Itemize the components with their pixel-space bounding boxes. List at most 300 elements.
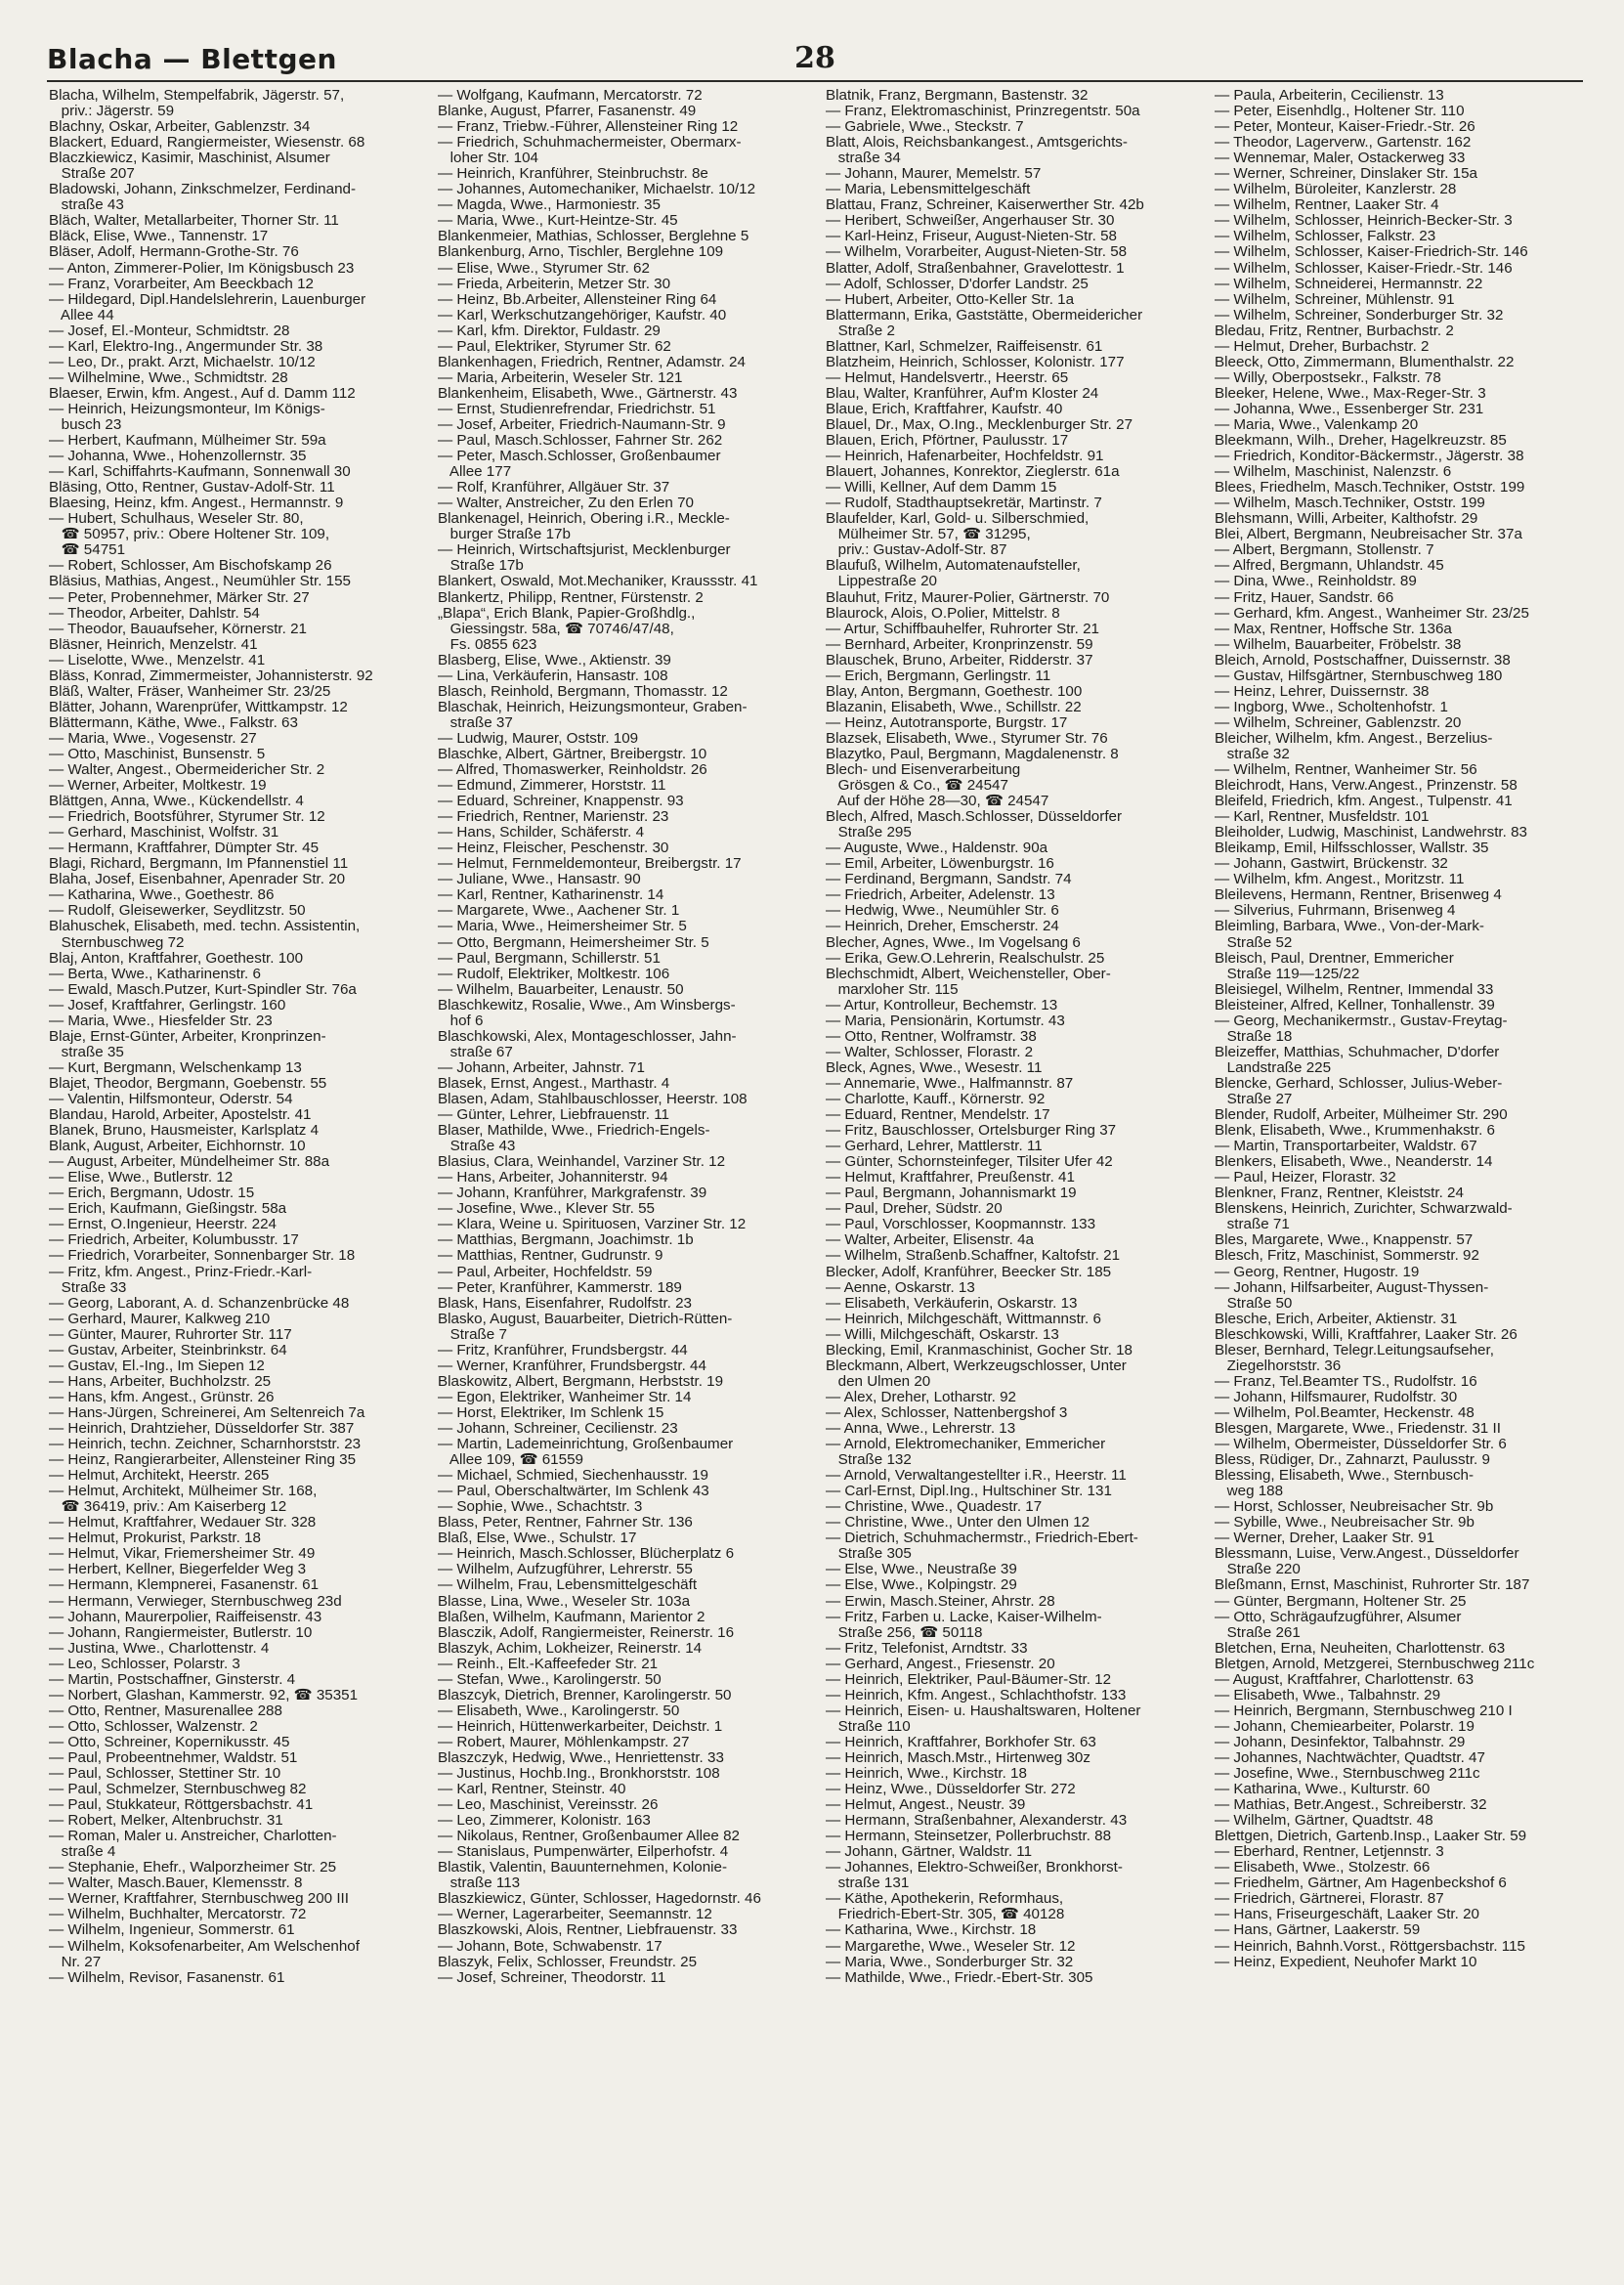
directory-line: Blaufuß, Wilhelm, Automatenaufsteller, — [826, 557, 1081, 575]
directory-line: Bleifeld, Friedrich, kfm. Angest., Tulpenstr. 41 — [1215, 793, 1513, 810]
directory-line: Straße 110 — [826, 1717, 911, 1735]
directory-line: — Heinrich, Bergmann, Sternbuschweg 210 I — [1215, 1702, 1513, 1719]
directory-line: Blaszyk, Achim, Lokheizer, Reinerstr. 14 — [438, 1639, 703, 1657]
directory-line: — Karl, Rentner, Steinstr. 40 — [438, 1781, 626, 1798]
directory-line: Blaufelder, Karl, Gold- u. Silberschmied, — [826, 510, 1090, 528]
directory-line: Bleisteiner, Alfred, Kellner, Tonhallenstr. 39 — [1215, 996, 1495, 1013]
directory-line: — Frieda, Arbeiterin, Metzer Str. 30 — [438, 275, 671, 292]
directory-line: Blauhut, Fritz, Maurer-Polier, Gärtnerstr. 70 — [826, 588, 1110, 606]
directory-line: — Rudolf, Stadthauptsekretär, Martinstr. 7 — [826, 495, 1102, 512]
directory-line: — Annemarie, Wwe., Halfmannstr. 87 — [826, 1074, 1074, 1092]
directory-line: — Klara, Weine u. Spirituosen, Varziner Str. 12 — [438, 1216, 747, 1233]
directory-line: — Johann, Hilfsarbeiter, August-Thyssen- — [1215, 1278, 1489, 1296]
directory-line: Blaßen, Wilhelm, Kaufmann, Marientor 2 — [438, 1608, 705, 1625]
directory-line: — Johanna, Wwe., Essenberger Str. 231 — [1215, 400, 1484, 417]
directory-line: Blatnik, Franz, Bergmann, Bastenstr. 32 — [826, 88, 1089, 104]
directory-line: — Paul, Dreher, Südstr. 20 — [826, 1200, 1003, 1218]
directory-line: Blaschkewitz, Rosalie, Wwe., Am Winsbergs- — [438, 996, 736, 1013]
directory-line: — Martin, Postschaffner, Ginsterstr. 4 — [49, 1670, 296, 1688]
directory-line: Blaszkiewicz, Günter, Schlosser, Hagedornstr. 46 — [438, 1890, 761, 1908]
directory-line: — Arnold, Verwaltangestellter i.R., Heerstr. 11 — [826, 1467, 1127, 1485]
directory-line: — Georg, Mechanikermstr., Gustav-Freytag- — [1215, 1012, 1508, 1029]
directory-line: — Wilhelm, Masch.Techniker, Oststr. 199 — [1215, 495, 1485, 512]
directory-line: — Ernst, Studienrefrendar, Friedrichstr. 51 — [438, 400, 716, 417]
directory-line: — Robert, Melker, Altenbruchstr. 31 — [49, 1812, 283, 1830]
directory-line: — Matthias, Rentner, Gudrunstr. 9 — [438, 1247, 663, 1265]
directory-line: Blaszcyk, Dietrich, Brenner, Karolingerstr. 50 — [438, 1686, 732, 1703]
directory-line: — Hildegard, Dipl.Handelslehrerin, Lauenburger — [49, 290, 366, 308]
directory-line: — Heinrich, Kranführer, Steinbruchstr. 8e — [438, 165, 708, 183]
directory-line: — Günter, Bergmann, Holtener Str. 25 — [1215, 1592, 1467, 1610]
directory-line: Straße 18 — [1215, 1027, 1293, 1045]
directory-line: — Maria, Arbeiterin, Weseler Str. 121 — [438, 368, 683, 386]
directory-line: Blattermann, Erika, Gaststätte, Obermeidericher — [826, 306, 1143, 323]
directory-line: Blanek, Bruno, Hausmeister, Karlsplatz 4 — [49, 1122, 320, 1140]
directory-line: — Hermann, Klempnerei, Fasanenstr. 61 — [49, 1576, 320, 1594]
directory-line: — Fritz, Telefonist, Arndtstr. 33 — [826, 1639, 1028, 1657]
directory-line: — Johann, Maurer, Memelstr. 57 — [826, 165, 1042, 183]
directory-line: — Hans, Friseurgeschäft, Laaker Str. 20 — [1215, 1906, 1479, 1923]
directory-line: — Valentin, Hilfsmonteur, Oderstr. 54 — [49, 1091, 293, 1107]
directory-line: Bletgen, Arnold, Metzgerei, Sternbuschweg 211c — [1215, 1655, 1535, 1672]
directory-line: Blenkers, Elisabeth, Wwe., Neanderstr. 14 — [1215, 1153, 1493, 1171]
directory-line: — Paula, Arbeiterin, Cecilienstr. 13 — [1215, 88, 1444, 104]
directory-line: — Heinz, Bb.Arbeiter, Allensteiner Ring 64 — [438, 290, 717, 308]
directory-line: — Heinrich, Elektriker, Paul-Bäumer-Str. 12 — [826, 1670, 1112, 1688]
directory-line: — Sophie, Wwe., Schachtstr. 3 — [438, 1498, 643, 1516]
directory-line: — Wilhelm, Schlosser, Kaiser-Friedr.-Str. 146 — [1215, 259, 1513, 277]
directory-line: — Erika, Gew.O.Lehrerin, Realschulstr. 25 — [826, 949, 1105, 967]
directory-line: — Johann, Rangiermeister, Butlerstr. 10 — [49, 1623, 313, 1641]
directory-line: — Helmut, Fernmeldemonteur, Breibergstr. 17 — [438, 855, 742, 873]
directory-line: priv.: Gustav-Adolf-Str. 87 — [826, 541, 1007, 559]
directory-line: — Heinrich, Kfm. Angest., Schlachthofstr. 133 — [826, 1686, 1127, 1703]
directory-line: — Josefine, Wwe., Sternbuschweg 211c — [1215, 1765, 1480, 1783]
directory-line: Blank, August, Arbeiter, Eichhornstr. 10 — [49, 1138, 306, 1155]
directory-line: — Willi, Kellner, Auf dem Damm 15 — [826, 479, 1057, 496]
directory-line: Blandau, Harold, Arbeiter, Apostelstr. 41 — [49, 1106, 312, 1124]
directory-line: ☎ 36419, priv.: Am Kaiserberg 12 — [49, 1498, 287, 1516]
directory-line: Blaszczyk, Hedwig, Wwe., Henriettenstr. 33 — [438, 1748, 724, 1766]
directory-line: — Johann, Maurerpolier, Raiffeisenstr. 43 — [49, 1608, 322, 1625]
directory-line: Blazsek, Elisabeth, Wwe., Styrumer Str. 76 — [826, 729, 1108, 747]
directory-line: — Werner, Kranführer, Frundsbergstr. 44 — [438, 1357, 706, 1374]
directory-line: — Elisabeth, Wwe., Talbahnstr. 29 — [1215, 1686, 1441, 1703]
directory-line: Blesch, Fritz, Maschinist, Sommerstr. 92 — [1215, 1247, 1479, 1265]
directory-line: Blenkner, Franz, Rentner, Kleiststr. 24 — [1215, 1185, 1464, 1202]
directory-line: Blankenheim, Elisabeth, Wwe., Gärtnerstr. 43 — [438, 384, 738, 402]
directory-line: Blacha, Wilhelm, Stempelfabrik, Jägerstr. 57, — [49, 88, 345, 104]
directory-line: — Wolfgang, Kaufmann, Mercatorstr. 72 — [438, 88, 703, 104]
directory-line: — Elise, Wwe., Butlerstr. 12 — [49, 1169, 234, 1186]
directory-line: — Theodor, Bauaufseher, Körnerstr. 21 — [49, 620, 307, 637]
directory-line: ☎ 54751 — [49, 541, 126, 559]
directory-line: — Günter, Lehrer, Liebfrauenstr. 11 — [438, 1106, 669, 1124]
directory-line: — Eberhard, Rentner, Letjennstr. 3 — [1215, 1843, 1444, 1861]
directory-line: — Berta, Wwe., Katharinenstr. 6 — [49, 965, 261, 982]
directory-line: Blaß, Else, Wwe., Schulstr. 17 — [438, 1530, 637, 1547]
directory-line: — Heinrich, Dreher, Emscherstr. 24 — [826, 918, 1059, 935]
directory-line: straße 113 — [438, 1875, 521, 1892]
directory-line: Bleisiegel, Wilhelm, Rentner, Immendal 33 — [1215, 980, 1494, 998]
directory-line: — Fritz, Farben u. Lacke, Kaiser-Wilhelm- — [826, 1608, 1102, 1625]
directory-line: Blankenhagen, Friedrich, Rentner, Adamstr. 24 — [438, 353, 746, 370]
directory-line: — Reinh., Elt.-Kaffeefeder Str. 21 — [438, 1655, 659, 1672]
directory-line: Blehsmann, Willi, Arbeiter, Kalthofstr. 29 — [1215, 510, 1478, 528]
directory-line: Blastik, Valentin, Bauunternehmen, Kolonie- — [438, 1859, 728, 1876]
directory-line: Blachny, Oskar, Arbeiter, Gablenzstr. 34 — [49, 118, 311, 136]
directory-line: — Hermann, Steinsetzer, Pollerbruchstr. 88 — [826, 1828, 1112, 1845]
directory-line: Grösgen & Co., ☎ 24547 — [826, 777, 1008, 795]
directory-line: — Helmut, Architekt, Heerstr. 265 — [49, 1467, 270, 1485]
directory-line: — Martin, Lademeinrichtung, Großenbaumer — [438, 1436, 734, 1453]
directory-line: — Margarethe, Wwe., Weseler Str. 12 — [826, 1937, 1076, 1955]
directory-line: Straße 7 — [438, 1325, 507, 1343]
directory-line: Bleichrodt, Hans, Verw.Angest., Prinzenstr. 58 — [1215, 777, 1517, 795]
directory-line: — Wilhelm, Büroleiter, Kanzlerstr. 28 — [1215, 181, 1457, 198]
directory-line: — Wilhelm, Revisor, Fasanenstr. 61 — [49, 1968, 285, 1986]
directory-line: — Herbert, Kellner, Biegerfelder Weg 3 — [49, 1561, 307, 1578]
directory-line: Blankenmeier, Mathias, Schlosser, Berglehne 5 — [438, 228, 749, 245]
directory-line: — Wilhelm, Rentner, Wanheimer Str. 56 — [1215, 761, 1477, 779]
directory-line: Blaser, Mathilde, Wwe., Friedrich-Engels- — [438, 1122, 710, 1140]
directory-line: — Fritz, Hauer, Sandstr. 66 — [1215, 588, 1394, 606]
directory-line: — Hermann, Straßenbahner, Alexanderstr. 43 — [826, 1812, 1128, 1830]
directory-line: straße 37 — [438, 713, 513, 731]
directory-line: — Stefan, Wwe., Karolingerstr. 50 — [438, 1670, 662, 1688]
directory-line: — Heinrich, Milchgeschäft, Wittmannstr. 6 — [826, 1310, 1101, 1327]
directory-line: — Heinrich, techn. Zeichner, Scharnhorststr. 23 — [49, 1436, 362, 1453]
directory-line: — August, Kraftfahrer, Charlottenstr. 63 — [1215, 1670, 1474, 1688]
directory-line: Sternbuschweg 72 — [49, 933, 185, 951]
directory-line: — Heribert, Schweißer, Angerhauser Str. 30 — [826, 212, 1115, 230]
directory-line: — Erwin, Masch.Steiner, Ahrstr. 28 — [826, 1592, 1055, 1610]
directory-line: — Otto, Schlosser, Walzenstr. 2 — [49, 1717, 258, 1735]
directory-line: den Ulmen 20 — [826, 1372, 931, 1390]
directory-line: straße 71 — [1215, 1216, 1290, 1233]
directory-line: — Karl-Heinz, Friseur, August-Nieten-Str. 58 — [826, 228, 1117, 245]
directory-line: — Stephanie, Ehefr., Walporzheimer Str. 25 — [49, 1859, 337, 1876]
directory-line: — Horst, Elektriker, Im Schlenk 15 — [438, 1403, 664, 1421]
directory-line: — Ludwig, Maurer, Oststr. 109 — [438, 729, 639, 747]
directory-line: Blauen, Erich, Pförtner, Paulusstr. 17 — [826, 432, 1069, 450]
directory-line: Straße 305 — [826, 1545, 912, 1563]
directory-line: — Artur, Kontrolleur, Bechemstr. 13 — [826, 996, 1058, 1013]
directory-line: — Georg, Rentner, Hugostr. 19 — [1215, 1263, 1420, 1280]
directory-line: Blaue, Erich, Kraftfahrer, Kaufstr. 40 — [826, 400, 1063, 417]
directory-line: — Dietrich, Schuhmachermstr., Friedrich-Ebert- — [826, 1530, 1138, 1547]
directory-line: Bleßmann, Ernst, Maschinist, Ruhrorter Str. 187 — [1215, 1576, 1530, 1594]
directory-line: — Paul, Probeentnehmer, Waldstr. 51 — [49, 1748, 298, 1766]
directory-line: — Heinz, Expedient, Neuhofer Markt 10 — [1215, 1953, 1477, 1970]
directory-line: — Walter, Arbeiter, Elisenstr. 4a — [826, 1231, 1034, 1249]
directory-line: Bleeck, Otto, Zimmermann, Blumenthalstr. 22 — [1215, 353, 1515, 370]
directory-line: — Juliane, Wwe., Hansastr. 90 — [438, 871, 641, 888]
directory-line: — Else, Wwe., Kolpingstr. 29 — [826, 1576, 1017, 1594]
directory-line: — Ernst, O.Ingenieur, Heerstr. 224 — [49, 1216, 277, 1233]
directory-line: — Paul, Schmelzer, Sternbuschweg 82 — [49, 1781, 307, 1798]
directory-line: — Franz, Triebw.-Führer, Allensteiner Ring 12 — [438, 118, 739, 136]
directory-line: Blattau, Franz, Schreiner, Kaiserwerther Str. 42b — [826, 196, 1144, 214]
directory-line: — Liselotte, Wwe., Menzelstr. 41 — [49, 651, 266, 668]
directory-line: Blessmann, Luise, Verw.Angest., Düsseldorfer — [1215, 1545, 1519, 1563]
directory-line: Bledau, Fritz, Rentner, Burbachstr. 2 — [1215, 322, 1454, 339]
directory-line: — Johannes, Elektro-Schweißer, Bronkhorst- — [826, 1859, 1123, 1876]
directory-line: — Adolf, Schlosser, D'dorfer Landstr. 25 — [826, 275, 1089, 292]
directory-line: — Wilhelm, Straßenb.Schaffner, Kaltofstr. 21 — [826, 1247, 1121, 1265]
directory-line: — Robert, Schlosser, Am Bischofskamp 26 — [49, 557, 332, 575]
directory-line: Blankenburg, Arno, Tischler, Berglehne 109 — [438, 243, 724, 261]
directory-line: — Wilhelm, Schreiner, Gablenzstr. 20 — [1215, 713, 1462, 731]
directory-line: — Wilhelm, Bauarbeiter, Lenaustr. 50 — [438, 980, 684, 998]
directory-line: straße 35 — [49, 1043, 124, 1060]
directory-line: — Paul, Bergmann, Johannismarkt 19 — [826, 1185, 1077, 1202]
directory-line: — Wilhelm, Schlosser, Falkstr. 23 — [1215, 228, 1436, 245]
directory-line: — Paul, Stukkateur, Röttgersbachstr. 41 — [49, 1796, 314, 1814]
directory-line: — Friedrich, Bootsführer, Styrumer Str. 12 — [49, 808, 325, 826]
directory-line: Bladowski, Johann, Zinkschmelzer, Ferdinand- — [49, 181, 357, 198]
directory-line: loher Str. 104 — [438, 150, 538, 167]
directory-line: — Paul, Vorschlosser, Koopmannstr. 133 — [826, 1216, 1096, 1233]
directory-line: Blaschkowski, Alex, Montageschlosser, Jahn- — [438, 1027, 737, 1045]
directory-line: Blasch, Reinhold, Bergmann, Thomasstr. 12 — [438, 682, 728, 700]
directory-line: Blay, Anton, Bergmann, Goethestr. 100 — [826, 682, 1083, 700]
directory-line: — Robert, Maurer, Möhlenkampstr. 27 — [438, 1733, 690, 1750]
directory-line: — Maria, Wwe., Vogesenstr. 27 — [49, 729, 257, 747]
directory-line: — Gabriele, Wwe., Steckstr. 7 — [826, 118, 1024, 136]
directory-line: Fs. 0855 623 — [438, 635, 537, 653]
directory-line: — Josef, Arbeiter, Friedrich-Naumann-Str. 9 — [438, 415, 726, 433]
directory-line: — Wilhelm, kfm. Angest., Moritzstr. 11 — [1215, 871, 1465, 888]
directory-line: — Walter, Angest., Obermeidericher Str. 2 — [49, 761, 325, 779]
directory-line: — Walter, Schlosser, Florastr. 2 — [826, 1043, 1034, 1060]
directory-line: Blesche, Erich, Arbeiter, Aktienstr. 31 — [1215, 1310, 1458, 1327]
directory-line: — Karl, Werkschutzangehöriger, Kaufstr. 40 — [438, 306, 727, 323]
directory-line: — Franz, Tel.Beamter TS., Rudolfstr. 16 — [1215, 1372, 1477, 1390]
directory-line: — Horst, Schlosser, Neubreisacher Str. 9b — [1215, 1498, 1494, 1516]
directory-line: Bleimling, Barbara, Wwe., Von-der-Mark- — [1215, 918, 1484, 935]
directory-line: — Gerhard, Maurer, Kalkweg 210 — [49, 1310, 271, 1327]
directory-line: — Otto, Bergmann, Heimersheimer Str. 5 — [438, 933, 709, 951]
directory-line: — Johann, Schreiner, Cecilienstr. 23 — [438, 1419, 678, 1437]
directory-line: Bles, Margarete, Wwe., Knappenstr. 57 — [1215, 1231, 1474, 1249]
running-head: Blacha — Blettgen — [47, 43, 337, 75]
directory-line: weg 188 — [1215, 1483, 1284, 1500]
directory-line: — Heinrich, Heizungsmonteur, Im Königs- — [49, 400, 325, 417]
directory-line: Blackert, Eduard, Rangiermeister, Wiesenstr. 68 — [49, 134, 365, 151]
directory-line: — Karl, Rentner, Katharinenstr. 14 — [438, 886, 664, 904]
directory-line: — Carl-Ernst, Dipl.Ing., Hultschiner Str. 131 — [826, 1483, 1112, 1500]
directory-line: — Wilhelm, Koksofenarbeiter, Am Welschenhof — [49, 1937, 360, 1955]
directory-column-4 — [1215, 88, 1576, 2272]
directory-line: — Günter, Maurer, Ruhrorter Str. 117 — [49, 1325, 292, 1343]
directory-line: — Paul, Arbeiter, Hochfeldstr. 59 — [438, 1263, 653, 1280]
directory-line: — Friedrich, Arbeiter, Adelenstr. 13 — [826, 886, 1055, 904]
directory-line: — Friedrich, Arbeiter, Kolumbusstr. 17 — [49, 1231, 299, 1249]
directory-line: — Christine, Wwe., Quadestr. 17 — [826, 1498, 1043, 1516]
directory-line: Blechschmidt, Albert, Weichensteller, Ober- — [826, 965, 1111, 982]
directory-line: Giessingstr. 58a, ☎ 70746/47/48, — [438, 620, 674, 637]
directory-line: — Karl, Schiffahrts-Kaufmann, Sonnenwall 30 — [49, 463, 351, 481]
directory-line: — Mathias, Betr.Angest., Schreiberstr. 32 — [1215, 1796, 1487, 1814]
directory-line: — Hans, Arbeiter, Buchholzstr. 25 — [49, 1372, 272, 1390]
directory-line: Ziegelhorststr. 36 — [1215, 1357, 1342, 1374]
directory-line: — Eduard, Schreiner, Knappenstr. 93 — [438, 793, 684, 810]
directory-line: Bleicher, Wilhelm, kfm. Angest., Berzelius- — [1215, 729, 1493, 747]
directory-line: Blaskowitz, Albert, Bergmann, Herbststr. 19 — [438, 1372, 724, 1390]
directory-line: Blatzheim, Heinrich, Schlosser, Kolonistr. 177 — [826, 353, 1125, 370]
directory-line: Blau, Walter, Kranführer, Auf'm Kloster 24 — [826, 384, 1099, 402]
directory-line: Blecher, Agnes, Wwe., Im Vogelsang 6 — [826, 933, 1081, 951]
directory-line: — Heinz, Lehrer, Duissernstr. 38 — [1215, 682, 1430, 700]
directory-line: — Johann, Kranführer, Markgrafenstr. 39 — [438, 1185, 707, 1202]
directory-line: — Friedhelm, Gärtner, Am Hagenbeckshof 6 — [1215, 1875, 1507, 1892]
directory-line: Allee 44 — [49, 306, 114, 323]
directory-column-3 — [826, 88, 1187, 2272]
directory-line: Blaczkiewicz, Kasimir, Maschinist, Alsumer — [49, 150, 330, 167]
directory-line: — Peter, Masch.Schlosser, Großenbaumer — [438, 448, 721, 465]
directory-line: hof 6 — [438, 1012, 484, 1029]
directory-line: — Elise, Wwe., Styrumer Str. 62 — [438, 259, 650, 277]
directory-line: — Anna, Wwe., Lehrerstr. 13 — [826, 1419, 1016, 1437]
directory-line: — Fritz, Bauschlosser, Ortelsburger Ring 37 — [826, 1122, 1117, 1140]
directory-line: Blankenagel, Heinrich, Obering i.R., Meckle- — [438, 510, 730, 528]
directory-line: Blei, Albert, Bergmann, Neubreisacher Str. 37a — [1215, 526, 1522, 543]
directory-line: Bläß, Walter, Fräser, Wanheimer Str. 23/25 — [49, 682, 331, 700]
directory-line: — Martin, Transportarbeiter, Waldstr. 67 — [1215, 1138, 1477, 1155]
directory-line: Bleich, Arnold, Postschaffner, Duissernstr. 38 — [1215, 651, 1511, 668]
directory-line: — Gustav, Arbeiter, Steinbrinkstr. 64 — [49, 1341, 287, 1358]
directory-line: Blauert, Johannes, Konrektor, Zieglerstr. 61a — [826, 463, 1120, 481]
directory-line: Blaje, Ernst-Günter, Arbeiter, Kronprinzen- — [49, 1027, 326, 1045]
directory-line: — Maria, Wwe., Hiesfelder Str. 23 — [49, 1012, 273, 1029]
directory-line: — Wilhelm, Maschinist, Nalenzstr. 6 — [1215, 463, 1452, 481]
directory-line: — Heinrich, Wirtschaftsjurist, Mecklenburger — [438, 541, 731, 559]
directory-line: — Wilhelm, Ingenieur, Sommerstr. 61 — [49, 1921, 295, 1939]
directory-line: — Eduard, Rentner, Mendelstr. 17 — [826, 1106, 1050, 1124]
directory-line: Bläsing, Otto, Rentner, Gustav-Adolf-Str. 11 — [49, 479, 335, 496]
directory-line: — Justina, Wwe., Charlottenstr. 4 — [49, 1639, 270, 1657]
directory-line: — Hans, Arbeiter, Johanniterstr. 94 — [438, 1169, 668, 1186]
directory-line: — Maria, Lebensmittelgeschäft — [826, 181, 1031, 198]
directory-line: Blees, Friedhelm, Masch.Techniker, Oststr. 199 — [1215, 479, 1525, 496]
directory-line: — Wilhelm, Frau, Lebensmittelgeschäft — [438, 1576, 698, 1594]
directory-line: Bleckmann, Albert, Werkzeugschlosser, Unter — [826, 1357, 1127, 1374]
directory-line: — Friedrich, Gärtnerei, Florastr. 87 — [1215, 1890, 1444, 1908]
directory-line: Blazytko, Paul, Bergmann, Magdalenenstr. 8 — [826, 745, 1119, 762]
directory-line: — Günter, Schornsteinfeger, Tilsiter Ufer 42 — [826, 1153, 1113, 1171]
directory-line: Blender, Rudolf, Arbeiter, Mülheimer Str. 290 — [1215, 1106, 1508, 1124]
directory-line: — Christine, Wwe., Unter den Ulmen 12 — [826, 1514, 1090, 1531]
directory-line: — Charlotte, Kauff., Körnerstr. 92 — [826, 1091, 1046, 1107]
directory-line: Blankert, Oswald, Mot.Mechaniker, Kraussstr. 41 — [438, 573, 758, 590]
directory-line: — Alex, Schlosser, Nattenbergshof 3 — [826, 1403, 1068, 1421]
directory-column-1 — [49, 88, 410, 2272]
directory-line: — Heinrich, Masch.Schlosser, Blücherplatz 6 — [438, 1545, 735, 1563]
directory-line: — Magda, Wwe., Harmoniestr. 35 — [438, 196, 661, 214]
directory-line: Bleilevens, Hermann, Rentner, Brisenweg 4 — [1215, 886, 1502, 904]
directory-line: — Johanna, Wwe., Hohenzollernstr. 35 — [49, 448, 307, 465]
directory-line: — Johannes, Automechaniker, Michaelstr. 10/12 — [438, 181, 756, 198]
directory-line: Bläck, Elise, Wwe., Tannenstr. 17 — [49, 228, 269, 245]
directory-line: — Leo, Dr., prakt. Arzt, Michaelstr. 10/12 — [49, 353, 316, 370]
directory-line: Bleisch, Paul, Drentner, Emmericher — [1215, 949, 1454, 967]
directory-line: — Heinrich, Eisen- u. Haushaltswaren, Holtener — [826, 1702, 1141, 1719]
directory-line: Blaeser, Erwin, kfm. Angest., Auf d. Damm 112 — [49, 384, 356, 402]
directory-line: Blaschke, Albert, Gärtner, Breibergstr. 10 — [438, 745, 707, 762]
directory-line: — Helmut, Architekt, Mülheimer Str. 168, — [49, 1483, 318, 1500]
directory-line: straße 43 — [49, 196, 124, 214]
directory-line: — Josef, Schreiner, Theodorstr. 11 — [438, 1968, 666, 1986]
directory-line: priv.: Jägerstr. 59 — [49, 103, 175, 120]
directory-line: — Dina, Wwe., Reinholdstr. 89 — [1215, 573, 1417, 590]
directory-line: — Anton, Zimmerer-Polier, Im Königsbusch 23 — [49, 259, 355, 277]
directory-line: Straße 295 — [826, 824, 912, 841]
directory-line: Blatter, Adolf, Straßenbahner, Gravelottestr. 1 — [826, 259, 1125, 277]
directory-line: — Erich, Bergmann, Udostr. 15 — [49, 1185, 255, 1202]
directory-line: — Otto, Maschinist, Bunsenstr. 5 — [49, 745, 266, 762]
directory-line: — Heinrich, Kraftfahrer, Borkhofer Str. 63 — [826, 1733, 1096, 1750]
directory-line: — Werner, Kraftfahrer, Sternbuschweg 200 III — [49, 1890, 349, 1908]
directory-line: — Leo, Maschinist, Vereinsstr. 26 — [438, 1796, 659, 1814]
directory-line: Blenk, Elisabeth, Wwe., Krummenhakstr. 6 — [1215, 1122, 1495, 1140]
directory-line: — Wilhelm, Schreiner, Sonderburger Str. 32 — [1215, 306, 1504, 323]
directory-line: — Margarete, Wwe., Aachener Str. 1 — [438, 902, 680, 920]
directory-line: — Otto, Schrägaufzugführer, Alsumer — [1215, 1608, 1462, 1625]
directory-line: — Heinz, Wwe., Düsseldorfer Str. 272 — [826, 1781, 1076, 1798]
directory-line: — Wilhelm, Rentner, Laaker Str. 4 — [1215, 196, 1439, 214]
directory-line: Straße 132 — [826, 1451, 912, 1469]
directory-line: — Sybille, Wwe., Neubreisacher Str. 9b — [1215, 1514, 1474, 1531]
directory-line: — Wilhelm, Buchhalter, Mercatorstr. 72 — [49, 1906, 307, 1923]
directory-line: Blasek, Ernst, Angest., Marthastr. 4 — [438, 1074, 670, 1092]
directory-line: — Heinz, Rangierarbeiter, Allensteiner Ring 35 — [49, 1451, 357, 1469]
directory-line: — Johann, Desinfektor, Talbahnstr. 29 — [1215, 1733, 1466, 1750]
directory-line: — Peter, Kranführer, Kammerstr. 189 — [438, 1278, 682, 1296]
directory-line: Blauel, Dr., Max, O.Ing., Mecklenburger Str. 27 — [826, 415, 1133, 433]
directory-line: Blass, Peter, Rentner, Fahrner Str. 136 — [438, 1514, 693, 1531]
directory-line: Bleck, Agnes, Wwe., Wesestr. 11 — [826, 1058, 1043, 1076]
directory-line: — Willy, Oberpostsekr., Falkstr. 78 — [1215, 368, 1441, 386]
directory-line: — Paul, Elektriker, Styrumer Str. 62 — [438, 337, 671, 355]
directory-line: busch 23 — [49, 415, 122, 433]
directory-line: — Hans, Schilder, Schäferstr. 4 — [438, 824, 645, 841]
directory-line: — Johann, Arbeiter, Jahnstr. 71 — [438, 1058, 645, 1076]
directory-line: — Gerhard, kfm. Angest., Wanheimer Str. 23/25 — [1215, 604, 1529, 622]
directory-line: — Heinz, Autotransporte, Burgstr. 17 — [826, 713, 1068, 731]
directory-line: — Heinrich, Hafenarbeiter, Hochfeldstr. 91 — [826, 448, 1104, 465]
directory-line: Blecking, Emil, Kranmaschinist, Gocher Str. 18 — [826, 1341, 1133, 1358]
directory-line: — Silverius, Fuhrmann, Brisenweg 4 — [1215, 902, 1456, 920]
directory-line: Blajet, Theodor, Bergmann, Goebenstr. 55 — [49, 1074, 327, 1092]
directory-line: burger Straße 17b — [438, 526, 571, 543]
directory-line: straße 34 — [826, 150, 901, 167]
directory-line: Bleser, Bernhard, Telegr.Leitungsaufseher, — [1215, 1341, 1494, 1358]
directory-line: Blech- und Eisenverarbeitung — [826, 761, 1021, 779]
directory-line: Blaj, Anton, Kraftfahrer, Goethestr. 100 — [49, 949, 304, 967]
directory-line: Blask, Hans, Eisenfahrer, Rudolfstr. 23 — [438, 1294, 693, 1312]
directory-line: Straße 207 — [49, 165, 135, 183]
directory-line: — Hans, Gärtner, Laakerstr. 59 — [1215, 1921, 1421, 1939]
directory-line: — Friedrich, Vorarbeiter, Sonnenbarger Str. 18 — [49, 1247, 356, 1265]
directory-line: Straße 33 — [49, 1278, 127, 1296]
directory-line: Blankertz, Philipp, Rentner, Fürstenstr. 2 — [438, 588, 704, 606]
directory-line: Blenskens, Heinrich, Zurichter, Schwarzwald- — [1215, 1200, 1513, 1218]
directory-line: — Hans-Jürgen, Schreinerei, Am Seltenreich 7a — [49, 1403, 365, 1421]
directory-line: Mülheimer Str. 57, ☎ 31295, — [826, 526, 1031, 543]
directory-line: — Helmut, Handelsvertr., Heerstr. 65 — [826, 368, 1069, 386]
directory-line: — Paul, Heizer, Florastr. 32 — [1215, 1169, 1396, 1186]
